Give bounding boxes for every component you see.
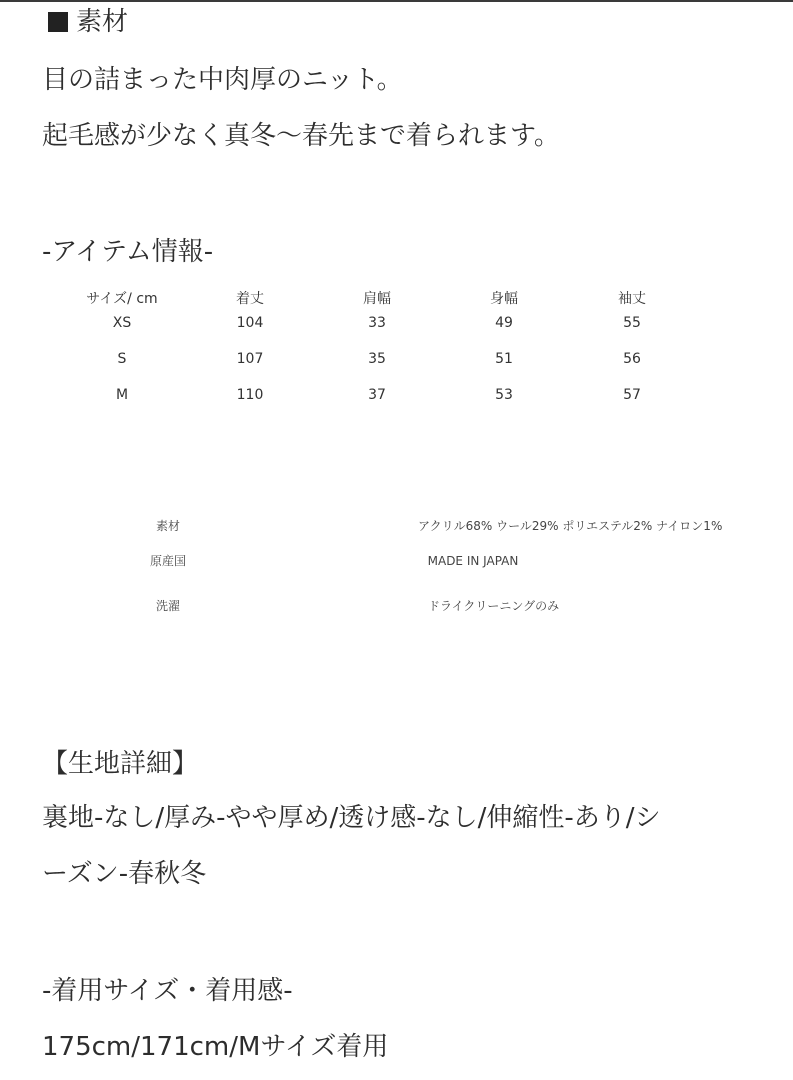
item-info-heading: -アイテム情報-: [42, 237, 214, 267]
spec-value-origin: MADE IN JAPAN: [427, 554, 519, 568]
size-header-sleeve: 袖丈: [618, 291, 646, 307]
description-line-2: 起毛感が少なく真冬〜春先まで着られます。: [42, 121, 560, 151]
material-heading-text: 素材: [76, 7, 129, 37]
table-cell: 51: [495, 351, 513, 367]
table-cell: 104: [236, 315, 264, 331]
table-cell: 57: [623, 387, 641, 403]
fabric-details-line-2: ーズン-春秋冬: [42, 859, 207, 889]
table-cell: 56: [623, 351, 641, 367]
description-line-1: 目の詰まった中肉厚のニット。: [42, 65, 403, 95]
size-header-chest: 身幅: [490, 291, 518, 307]
table-cell: XS: [112, 315, 132, 331]
spec-value-wash: ドライクリーニングのみ: [428, 599, 560, 613]
table-cell: 37: [368, 387, 386, 403]
table-cell: 53: [495, 387, 513, 403]
table-cell: 33: [368, 315, 386, 331]
square-bullet-icon: [48, 12, 68, 32]
spec-label-material: 素材: [155, 519, 180, 533]
spec-label-origin: 原産国: [149, 554, 186, 568]
table-cell: S: [117, 351, 127, 367]
table-cell: 55: [623, 315, 641, 331]
wear-size-heading: -着用サイズ・着用感-: [42, 976, 293, 1006]
table-cell: M: [115, 387, 129, 403]
size-header-shoulder: 肩幅: [363, 291, 391, 307]
fabric-details-line-1: 裏地-なし/厚み-やや厚め/透け感-なし/伸縮性-あり/シ: [42, 803, 661, 833]
spec-label-wash: 洗濯: [155, 599, 180, 613]
size-header-label: サイズ/ cm: [86, 291, 158, 307]
table-cell: 110: [236, 387, 264, 403]
material-heading: [48, 6, 128, 38]
wear-size-line: 175cm/171cm/Mサイズ着用: [42, 1032, 389, 1062]
fabric-details-heading: 【生地詳細】: [42, 749, 199, 779]
table-cell: 35: [368, 351, 386, 367]
table-cell: 107: [236, 351, 264, 367]
top-border: [0, 0, 793, 2]
size-header-length: 着丈: [236, 291, 264, 307]
table-cell: 49: [495, 315, 513, 331]
spec-value-material: アクリル68% ウール29% ポリエステル2% ナイロン1%: [418, 519, 723, 533]
